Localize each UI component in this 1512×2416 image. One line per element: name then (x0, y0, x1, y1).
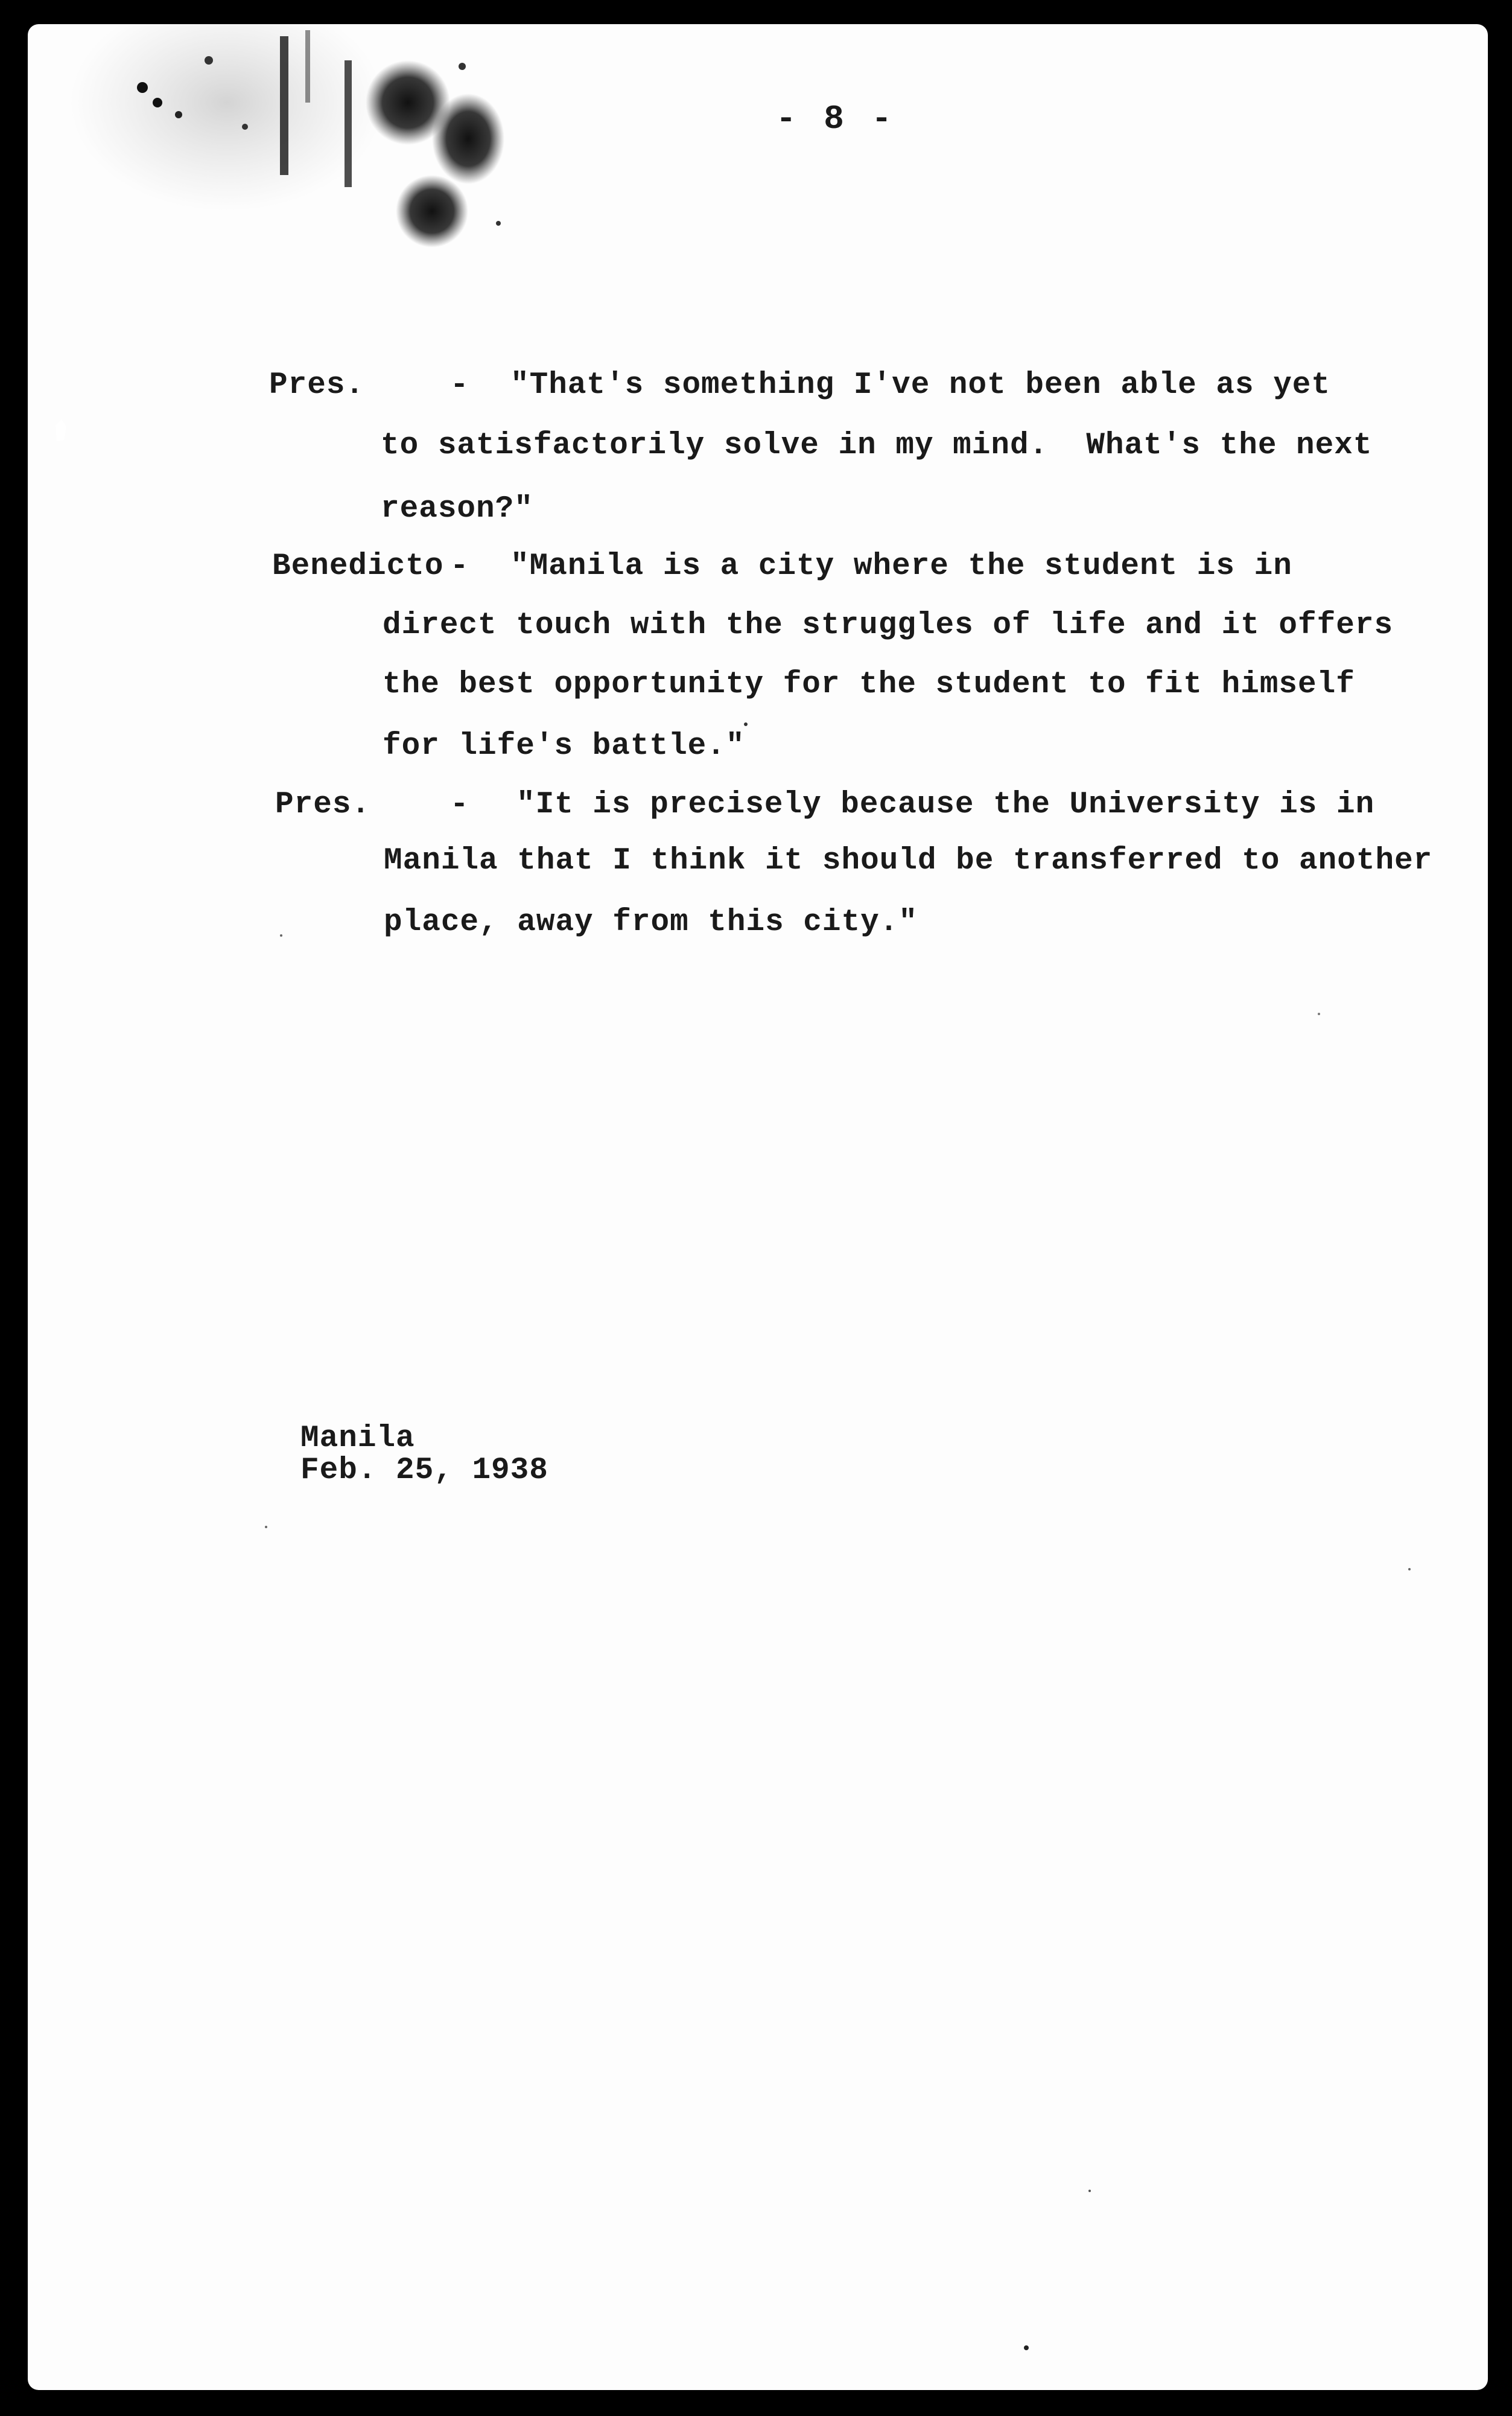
speaker-dash: - (450, 368, 469, 403)
dialogue-line: "It is precisely because the University is in (516, 788, 1375, 822)
dialogue-line: direct touch with the struggles of life and it offers (383, 608, 1394, 643)
dialogue-line: reason?" (381, 492, 533, 526)
closing-place: Manila (300, 1421, 415, 1456)
speaker-dash: - (450, 549, 469, 584)
page-number: - 8 - (776, 100, 896, 138)
dialogue-line: place, away from this city." (384, 905, 918, 940)
paper-specks (28, 24, 1488, 2390)
dialogue-line: the best opportunity for the student to fit himself (383, 668, 1355, 702)
dialogue-line: "Manila is a city where the student is in (510, 549, 1292, 584)
dialogue-line: to satisfactorily solve in my mind. What's the next (381, 429, 1373, 463)
speaker-dash: - (450, 788, 469, 822)
dialogue-line: Manila that I think it should be transferred to another (384, 844, 1433, 878)
dialogue-line: for life's battle." (383, 729, 745, 763)
speaker-label: Pres. (269, 368, 365, 403)
closing-date: Feb. 25, 1938 (300, 1453, 548, 1488)
speaker-label: Benedicto (272, 549, 444, 584)
dialogue-line: "That's something I've not been able as yet (510, 368, 1331, 403)
document-page (28, 24, 1488, 2390)
speaker-label: Pres. (275, 788, 371, 822)
